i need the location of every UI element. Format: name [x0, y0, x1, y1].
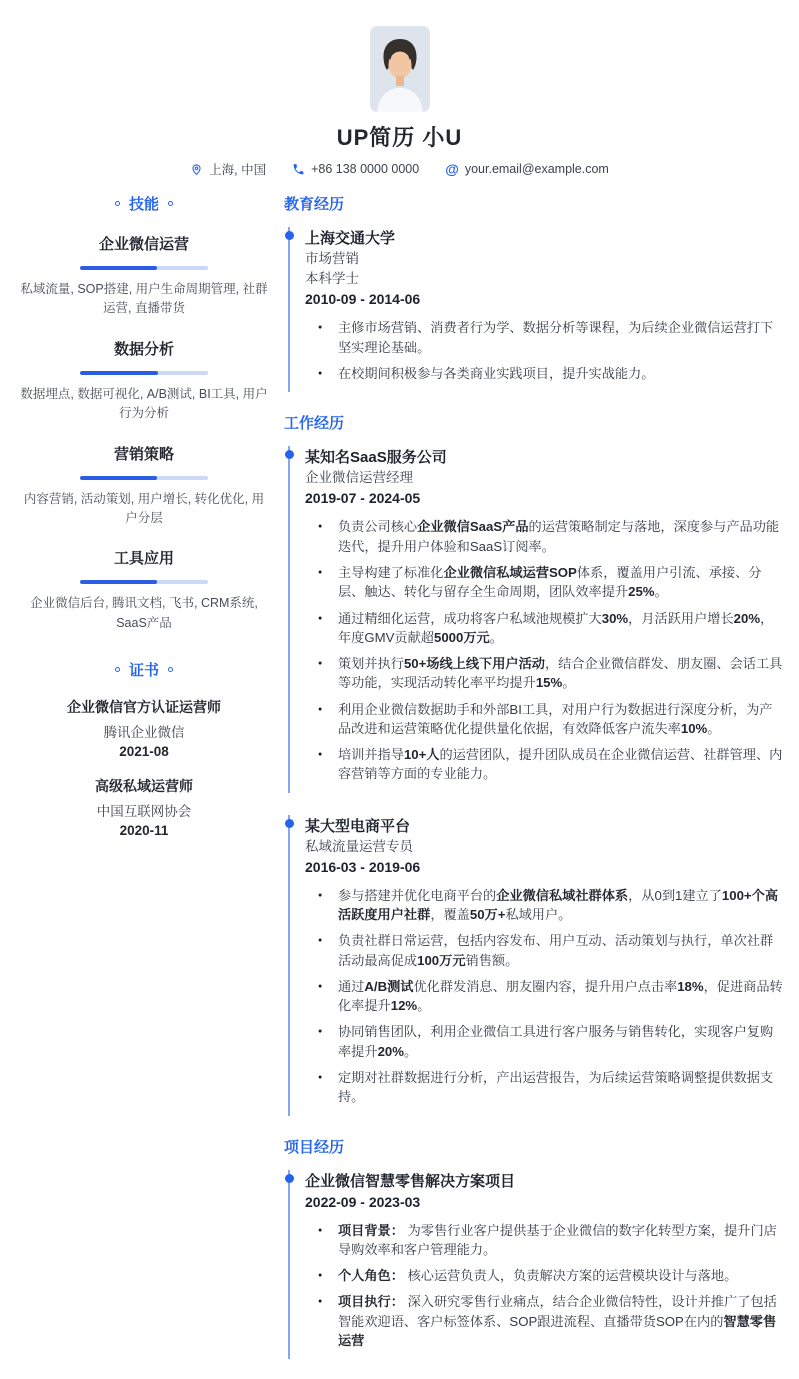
email-text: your.email@example.com [464, 162, 609, 176]
decorative-circle-icon [115, 201, 120, 206]
skill-keywords: 数据埋点, 数据可视化, A/B测试, BI工具, 用户行为分析 [20, 386, 268, 421]
school-name: 上海交通大学 [305, 230, 396, 247]
section-title-education: 教育经历 [284, 196, 345, 213]
major: 市场营销 [305, 251, 359, 266]
skill-item [20, 443, 268, 529]
certificates-section [20, 659, 268, 838]
certificate-item [20, 697, 268, 759]
bullet-item: ● 通过精细化运营，成功将客户私域池规模扩大30%，月活跃用户增长20%，年度GMV贡献超5000万元。 [305, 609, 785, 648]
bullet-item: ● 项目背景： 为零售行业客户提供基于企业微信的数字化转型方案，提升门店导购效率和客户管理能力。 [305, 1221, 785, 1260]
work-section [284, 412, 785, 1115]
contact-row [0, 160, 799, 178]
skill-name: 营销策略 [113, 445, 174, 463]
phone-icon [292, 163, 305, 176]
education-period: 2010-09 - 2014-06 [305, 291, 421, 308]
candidate-name: UP简历 小U [336, 125, 463, 150]
project-name: 企业微信智慧零售解决方案项目 [305, 1172, 516, 1190]
skill-name: 工具应用 [113, 550, 174, 568]
resume-header [0, 0, 799, 178]
skill-level-fill [80, 476, 157, 480]
skill-level-bar [80, 266, 208, 270]
decorative-circle-icon [168, 201, 173, 206]
education-bullets [305, 318, 785, 383]
work-entry [288, 446, 785, 792]
section-title-projects: 项目经历 [284, 1138, 345, 1156]
work-bullets [305, 517, 785, 783]
skills-section-title: 技能 [20, 193, 268, 214]
bullet-item: ● 主导构建了标准化企业微信私域运营SOP体系，覆盖用户引流、承接、分层、触达、转化与留存全生命周期，团队效率提升25%。 [305, 563, 785, 602]
skill-level-fill [80, 266, 157, 270]
skill-level-fill [80, 580, 157, 584]
job-role: 企业微信运营经理 [305, 470, 413, 486]
bullet-item: ● 协同销售团队，利用企业微信工具进行客户服务与销售转化，实现客户复购率提升20%。 [305, 1022, 785, 1061]
bullet-item: ● 参与搭建并优化电商平台的企业微信私域社群体系，从0到1建立了100+个高活跃度用户社群，覆盖50万+私域用户。 [305, 886, 785, 925]
company-name: 某知名SaaS服务公司 [305, 449, 447, 467]
map-pin-icon [190, 163, 203, 176]
skill-item [20, 547, 268, 633]
certificate-date: 2021-08 [119, 744, 169, 759]
bullet-item: ● 主修市场营销、消费者行为学、数据分析等课程，为后续企业微信运营打下坚实理论基础。 [305, 318, 785, 357]
bullet-item: ● 在校期间积极参与各类商业实践项目，提升实战能力。 [305, 364, 785, 383]
skill-name: 企业微信运营 [98, 236, 189, 253]
contact-email [445, 162, 609, 176]
project-bullets [305, 1221, 785, 1351]
bullet-item: ● 定期对社群数据进行分析，产出运营报告，为后续运营策略调整提供数据支持。 [305, 1068, 785, 1107]
work-period: 2016-03 - 2019-06 [305, 858, 421, 875]
sidebar [20, 193, 268, 838]
job-role: 私域流量运营专员 [305, 838, 413, 854]
decorative-circle-icon [115, 667, 120, 672]
location-text: 上海, 中国 [209, 163, 267, 177]
skill-item [20, 338, 268, 424]
certificate-name: 企业微信官方认证运营师 [67, 699, 221, 715]
bullet-item: ● 策划并执行50+场线上线下用户活动，结合企业微信群发、朋友圈、会话工具等功能，实现活动转化率平均提升15%。 [305, 654, 785, 693]
work-bullets [305, 886, 785, 1107]
skill-level-fill [80, 371, 158, 375]
project-entry [288, 1170, 785, 1360]
at-icon: @ [445, 161, 459, 177]
degree: 本科学士 [305, 271, 359, 287]
skill-name: 数据分析 [113, 340, 174, 358]
project-period: 2022-09 - 2023-03 [305, 1193, 421, 1210]
resume-body [0, 178, 799, 1379]
timeline-dot-icon [285, 819, 294, 828]
skill-level-bar [80, 580, 208, 584]
decorative-circle-icon [168, 667, 173, 672]
bullet-item: ● 利用企业微信数据助手和外部BI工具，对用户行为数据进行深度分析，为产品改进和运营策略优化提供量化依据，有效降低客户流失率10%。 [305, 700, 785, 739]
timeline-dot-icon [285, 450, 294, 459]
phone-text: +86 138 0000 0000 [311, 162, 420, 176]
portrait-avatar-icon [370, 26, 430, 112]
certificate-issuer: 中国互联网协会 [96, 804, 192, 819]
profile-photo [370, 26, 430, 112]
work-entry [288, 815, 785, 1116]
section-title-work: 工作经历 [284, 415, 345, 433]
bullet-item: ● 通过A/B测试优化群发消息、朋友圈内容，提升用户点击率18%，促进商品转化率提升12%。 [305, 977, 785, 1016]
work-period: 2019-07 - 2024-05 [305, 490, 421, 507]
bullet-item: ● 培训并指导10+人的运营团队，提升团队成员在企业微信运营、社群管理、内容营销等方面的专业能力。 [305, 745, 785, 784]
skill-level-bar [80, 371, 208, 375]
skill-item [20, 233, 268, 319]
certificate-name: 高级私域运营师 [95, 778, 193, 794]
timeline-dot-icon [285, 1174, 294, 1183]
contact-phone [292, 162, 419, 176]
projects-section [284, 1136, 785, 1360]
education-section [284, 193, 785, 392]
certificate-date: 2020-11 [119, 823, 169, 838]
certificate-item [20, 776, 268, 838]
education-entry [288, 227, 785, 392]
main-column [284, 193, 785, 1379]
bullet-item: ● 负责社群日常运营，包括内容发布、用户互动、活动策划与执行，单次社群活动最高促成100万元销售额。 [305, 931, 785, 970]
bullet-item: ● 个人角色： 核心运营负责人，负责解决方案的运营模块设计与落地。 [305, 1266, 785, 1285]
skill-level-bar [80, 476, 208, 480]
skill-keywords: 内容营销, 活动策划, 用户增长, 转化优化, 用户分层 [23, 491, 265, 525]
timeline-dot-icon [285, 231, 294, 240]
bullet-item: ● 负责公司核心企业微信SaaS产品的运营策略制定与落地，深度参与产品功能迭代，提升用户体验和SaaS订阅率。 [305, 517, 785, 556]
certificates-section-title: 证书 [20, 659, 268, 680]
company-name: 某大型电商平台 [305, 817, 411, 835]
certificate-issuer: 腾讯企业微信 [103, 725, 185, 740]
bullet-item: ● 项目执行： 深入研究零售行业痛点，结合企业微信特性，设计并推广了包括智能欢迎语、客户标签体系、SOP跟进流程、直播带货SOP在内的智慧零售运营 [305, 1292, 785, 1350]
skill-keywords: 私域流量, SOP搭建, 用户生命周期管理, 社群运营, 直播带货 [20, 282, 268, 316]
contact-location [190, 160, 266, 178]
skill-keywords: 企业微信后台, 腾讯文档, 飞书, CRM系统, SaaS产品 [30, 596, 258, 630]
